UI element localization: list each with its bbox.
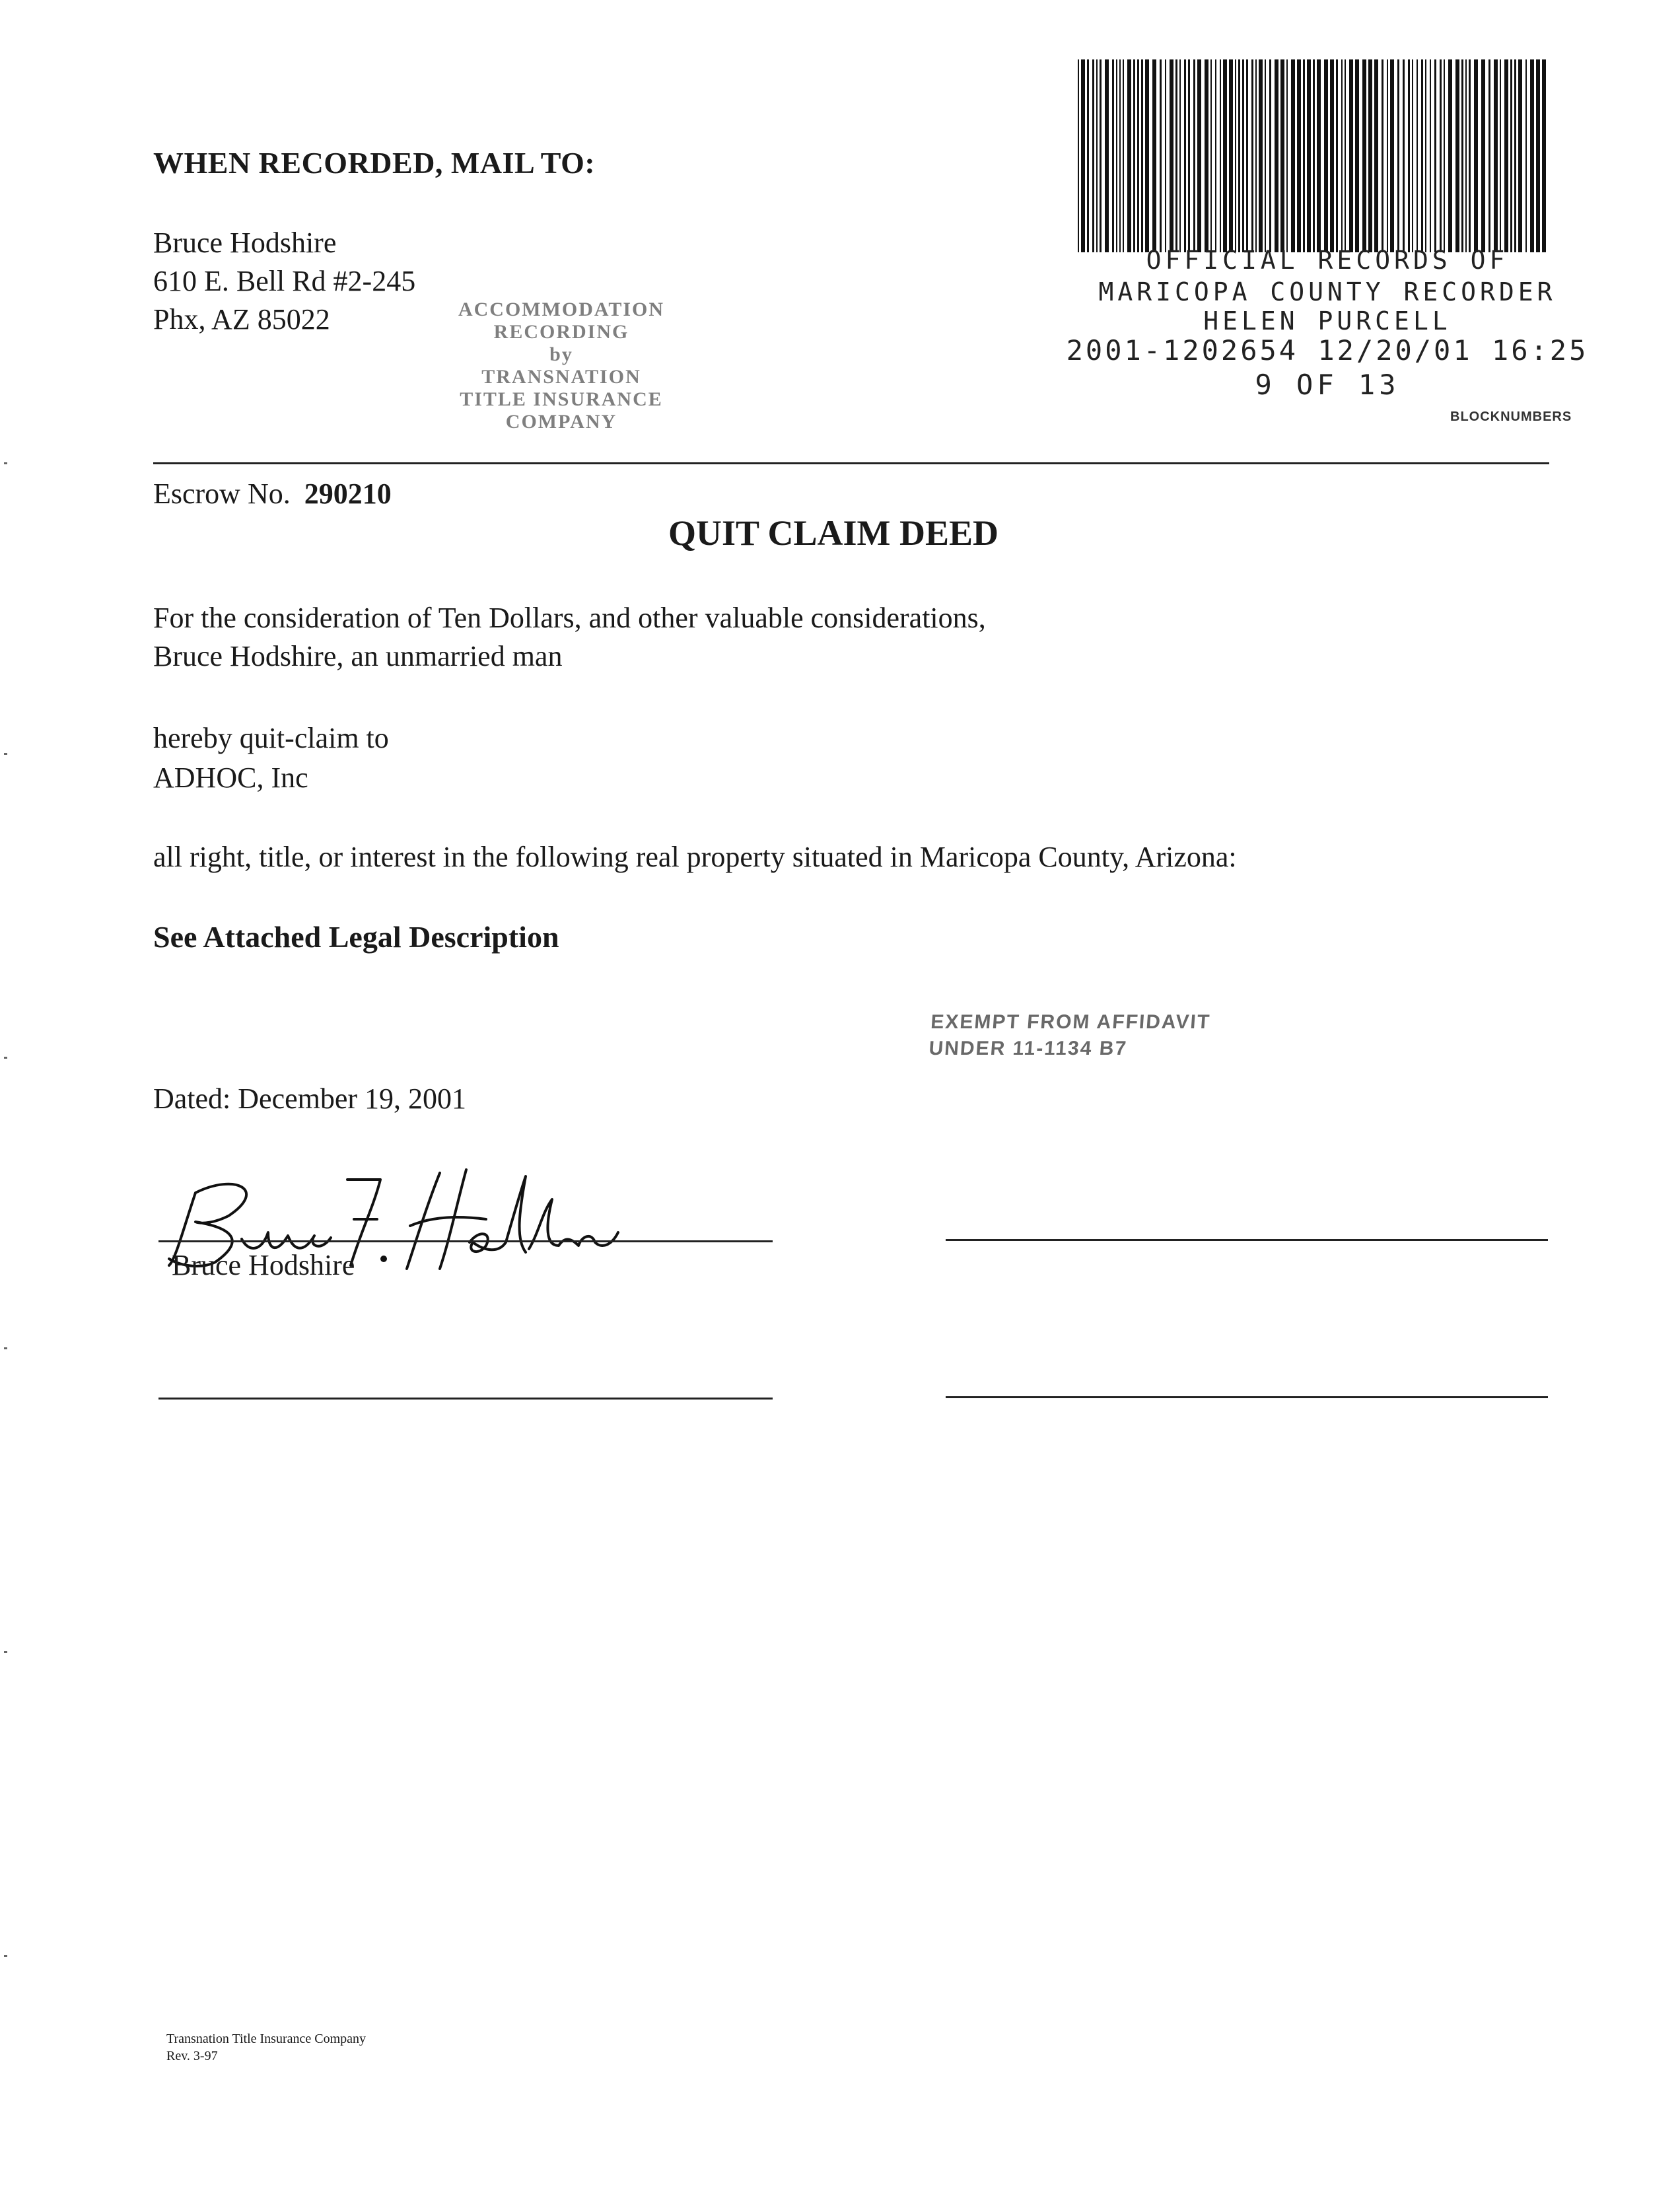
barcode-bar (1179, 59, 1181, 252)
barcode-bar (1368, 59, 1372, 252)
barcode-bar (1259, 59, 1263, 252)
barcode-bar (1188, 59, 1190, 252)
dated-text: Dated: December 19, 2001 (153, 1082, 467, 1115)
barcode-bar (1235, 59, 1236, 252)
barcode-bar (1303, 59, 1305, 252)
barcode-bar (1229, 59, 1233, 252)
property-text: all right, title, or interest in the following real property situated in Maricopa County, Arizona: (153, 841, 1237, 873)
recorder-official-records: OFFICIAL RECORDS OF (1146, 246, 1509, 275)
signature-line (946, 1396, 1548, 1398)
stamp-line: TRANSNATION (481, 366, 641, 388)
barcode-bar (1297, 59, 1301, 252)
barcode-bar (1145, 59, 1149, 252)
barcode-bar (1078, 59, 1079, 252)
scan-edge-mark (4, 753, 7, 755)
barcode-bar (1197, 59, 1201, 252)
barcode-bar (1255, 59, 1257, 252)
barcode-bar (1474, 59, 1478, 252)
barcode-bar (1530, 59, 1534, 252)
barcode-bar (1112, 59, 1114, 252)
recorder-name: HELEN PURCELL (1203, 306, 1452, 336)
barcode-bar (1324, 59, 1328, 252)
barcode-bar (1465, 59, 1467, 252)
consideration-text: For the consideration of Ten Dollars, and other valuable considerations, (153, 602, 986, 634)
barcode-bar (1092, 59, 1094, 252)
legal-description-text: See Attached Legal Description (153, 920, 559, 954)
stamp-line: by (549, 343, 573, 365)
barcode-bar (1116, 59, 1117, 252)
barcode-bar (1184, 59, 1186, 252)
document-title (0, 513, 1680, 553)
recording-number-datetime: 2001-1202654 12/20/01 16:25 (1066, 334, 1589, 367)
barcode-bar (1345, 59, 1346, 252)
barcode-bar (1421, 59, 1423, 252)
barcode-bar (1307, 59, 1311, 252)
barcode-bar (1205, 59, 1208, 252)
header-divider (153, 462, 1549, 464)
barcode-bar (1455, 59, 1459, 252)
escrow-number: 290210 (304, 478, 392, 510)
barcode-bar (1160, 59, 1162, 252)
barcode-bar (1536, 59, 1540, 252)
escrow-line (153, 477, 392, 511)
barcode-bar (1238, 59, 1240, 252)
barcode-bar (1286, 59, 1288, 252)
barcode-bar (1100, 59, 1102, 252)
scan-edge-mark (4, 1347, 7, 1349)
barcode-bar (1440, 59, 1442, 252)
barcode-bar (1518, 59, 1522, 252)
barcode-bar (1504, 59, 1508, 252)
signature-line (946, 1239, 1548, 1241)
stamp-line: RECORDING (493, 321, 629, 343)
scan-edge-mark (4, 1057, 7, 1059)
barcode-bar (1137, 59, 1139, 252)
barcode-bar (1500, 59, 1501, 252)
scan-edge-mark (4, 1955, 7, 1957)
barcode-bar (1525, 59, 1527, 252)
barcode-bar (1542, 59, 1546, 252)
barcode-bar (1246, 59, 1248, 252)
grantor-text: Bruce Hodshire, an unmarried man (153, 640, 563, 672)
barcode-bar (1374, 59, 1378, 252)
barcode-bar (1215, 59, 1216, 252)
barcode-icon (1075, 59, 1551, 252)
barcode-bar (1220, 59, 1221, 252)
mail-to-city: Phx, AZ 85022 (153, 303, 330, 336)
signature-line (158, 1240, 773, 1242)
barcode-bar (1403, 59, 1405, 252)
barcode-bar (1494, 59, 1498, 252)
barcode-bar (1430, 59, 1431, 252)
barcode-bar (1152, 59, 1156, 252)
barcode-bar (1362, 59, 1366, 252)
barcode-bar (1280, 59, 1284, 252)
recorder-county: MARICOPA COUNTY RECORDER (1098, 277, 1557, 306)
barcode-bar (1105, 59, 1109, 252)
barcode-bar (1119, 59, 1121, 252)
exempt-stamp-line1: EXEMPT FROM AFFIDAVIT (930, 1011, 1212, 1033)
barcode-bar (1397, 59, 1399, 252)
barcode-bar (1291, 59, 1295, 252)
barcode-bar (1210, 59, 1212, 252)
barcode-bar (1336, 59, 1338, 252)
barcode-bar (1408, 59, 1410, 252)
barcode-bar (1141, 59, 1143, 252)
barcode-bar (1087, 59, 1089, 252)
barcode-bar (1265, 59, 1266, 252)
barcode-bar (1330, 59, 1334, 252)
document-title-text: QUIT CLAIM DEED (668, 513, 999, 553)
stamp-line: COMPANY (505, 411, 617, 433)
barcode-bar (1275, 59, 1278, 252)
barcode-bar (1434, 59, 1436, 252)
barcode-bar (1223, 59, 1227, 252)
barcode-bar (1175, 59, 1177, 252)
barcode-bar (1165, 59, 1166, 252)
page-count: 9 OF 13 (1255, 369, 1400, 401)
barcode-bar (1514, 59, 1516, 252)
exempt-stamp-line2: UNDER 11-1134 B7 (928, 1038, 1129, 1059)
barcode-bar (1251, 59, 1253, 252)
barcode-bar (1412, 59, 1413, 252)
barcode-bar (1349, 59, 1353, 252)
barcode-bar (1341, 59, 1343, 252)
stamp-line: TITLE INSURANCE (460, 388, 663, 410)
barcode-bar (1481, 59, 1485, 252)
barcode-bar (1133, 59, 1135, 252)
signature-line (158, 1398, 773, 1400)
barcode-bar (1417, 59, 1418, 252)
scan-edge-mark (4, 462, 7, 464)
barcode-bar (1425, 59, 1426, 252)
footer-company: Transnation Title Insurance Company (166, 2032, 367, 2046)
barcode-bar (1444, 59, 1445, 252)
blocknumbers-label: BLOCKNUMBERS (1450, 409, 1572, 424)
footer-revision: Rev. 3-97 (166, 2049, 218, 2063)
barcode-bar (1096, 59, 1098, 252)
accommodation-recording-stamp (423, 299, 700, 433)
escrow-label: Escrow No. (153, 478, 291, 510)
barcode-bar (1488, 59, 1490, 252)
mail-to-street: 610 E. Bell Rd #2-245 (153, 265, 416, 297)
barcode-bar (1170, 59, 1173, 252)
barcode-bar (1469, 59, 1471, 252)
exempt-affidavit-stamp (928, 1009, 1275, 1062)
barcode-bar (1355, 59, 1359, 252)
barcode-bar (1390, 59, 1394, 252)
barcode-bar (1242, 59, 1244, 252)
quitclaim-text: hereby quit-claim to (153, 722, 389, 754)
barcode-bar (1269, 59, 1271, 252)
signer-name: Bruce Hodshire (172, 1249, 355, 1281)
mail-to-heading: WHEN RECORDED, MAIL TO: (153, 146, 596, 180)
barcode-bar (1387, 59, 1388, 252)
grantee-text: ADHOC, Inc (153, 762, 308, 794)
barcode-bar (1123, 59, 1124, 252)
barcode-bar (1317, 59, 1321, 252)
barcode-bar (1382, 59, 1383, 252)
barcode-bar (1127, 59, 1131, 252)
mail-to-name: Bruce Hodshire (153, 227, 337, 259)
barcode-bar (1510, 59, 1512, 252)
stamp-line: ACCOMMODATION (458, 299, 665, 320)
scan-edge-mark (4, 1651, 7, 1653)
barcode-bar (1313, 59, 1315, 252)
barcode-bar (1461, 59, 1463, 252)
barcode-bar (1081, 59, 1085, 252)
barcode-bar (1193, 59, 1195, 252)
barcode-bar (1448, 59, 1452, 252)
